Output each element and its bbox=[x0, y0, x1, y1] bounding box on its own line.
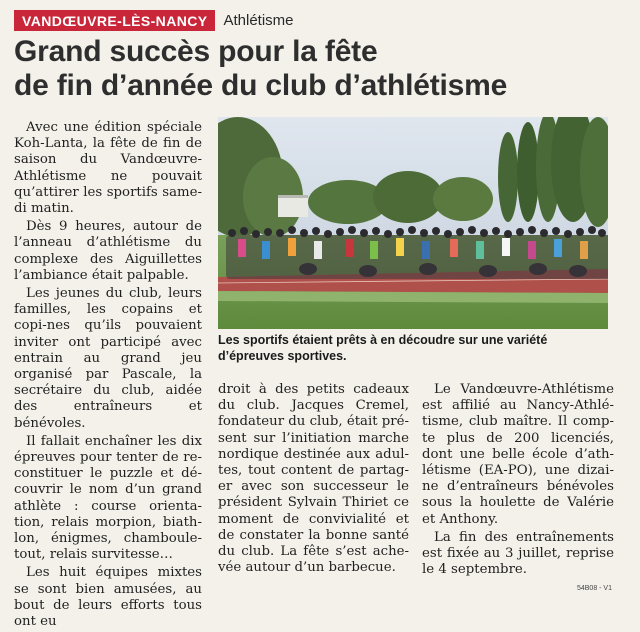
page-reference: 54B08 - V1 bbox=[576, 585, 612, 592]
photo-caption: Les sportifs étaient prêts à en découdre sur une variété d’épreuves sportives. bbox=[218, 333, 548, 363]
article-photo bbox=[218, 117, 608, 329]
headline-line-1: Grand succès pour la fête bbox=[14, 35, 378, 68]
headline-line-2: de fin d’année du club d’athlétisme bbox=[14, 69, 508, 102]
paragraph: Le Vandœuvre-Athlétisme est affilié au Nancy-Athlé-tisme, club maître. Il comp-te plus de 200 licenciés, dont une belle école d’ath-létisme (EA-PO), une dizai-ne d’entraîneurs bénévoles sous la houlette de Valérie et Anthony. bbox=[422, 382, 614, 527]
article-column-2 bbox=[218, 382, 409, 578]
article-column-1 bbox=[14, 120, 202, 632]
article-header bbox=[14, 10, 294, 31]
athletes-group-photo bbox=[218, 117, 608, 329]
paragraph: Les huit équipes mixtes se sont bien amusées, au bout de leurs efforts tous ont eu bbox=[14, 565, 202, 630]
paragraph: Avec une édition spéciale Koh-Lanta, la fête de fin de saison du Vandœuvre-Athlétisme ne pouvait qu’attirer les sportifs same-di matin. bbox=[14, 120, 202, 217]
paragraph: Dès 9 heures, autour de l’anneau d’athlétisme du complexe des Aiguillettes l’ambiance était palpable. bbox=[14, 219, 202, 283]
article-headline bbox=[14, 35, 626, 103]
paragraph: La fin des entraînements est fixée au 3 juillet, reprise le 4 septembre. bbox=[422, 529, 614, 578]
paragraph: Il fallait enchaîner les dix épreuves pour tenter de re-constituer le puzzle et dé-couvrir le nom d’un grand athlète : course orienta-tion, relais morpion, biath-lon, énigmes, chamboule-tout, relais survitesse… bbox=[14, 433, 202, 563]
article-column-3 bbox=[422, 382, 614, 580]
rubric-label: Athlétisme bbox=[223, 12, 294, 29]
paragraph: droit à des petits cadeaux du club. Jacques Cremel, fondateur du club, était pré-sent sur l’initiation marche nordique destinée aux adul-tes, tout content de partag-er avec son successeur le président Sylvain Thiriet ce moment de convivialité et de constater la bonne santé du club. La fête s’est ache-vée autour d’un barbecue. bbox=[218, 382, 410, 576]
locality-tag: VANDŒUVRE-LÈS-NANCY bbox=[14, 10, 215, 31]
paragraph: Les jeunes du club, leurs familles, les copains et copi-nes qu’ils pouvaient inviter ont participé avec entrain au grand jeu organisé par Pascale, la secrétaire du club, aidée des entraîneurs et bénévoles. bbox=[14, 286, 202, 431]
